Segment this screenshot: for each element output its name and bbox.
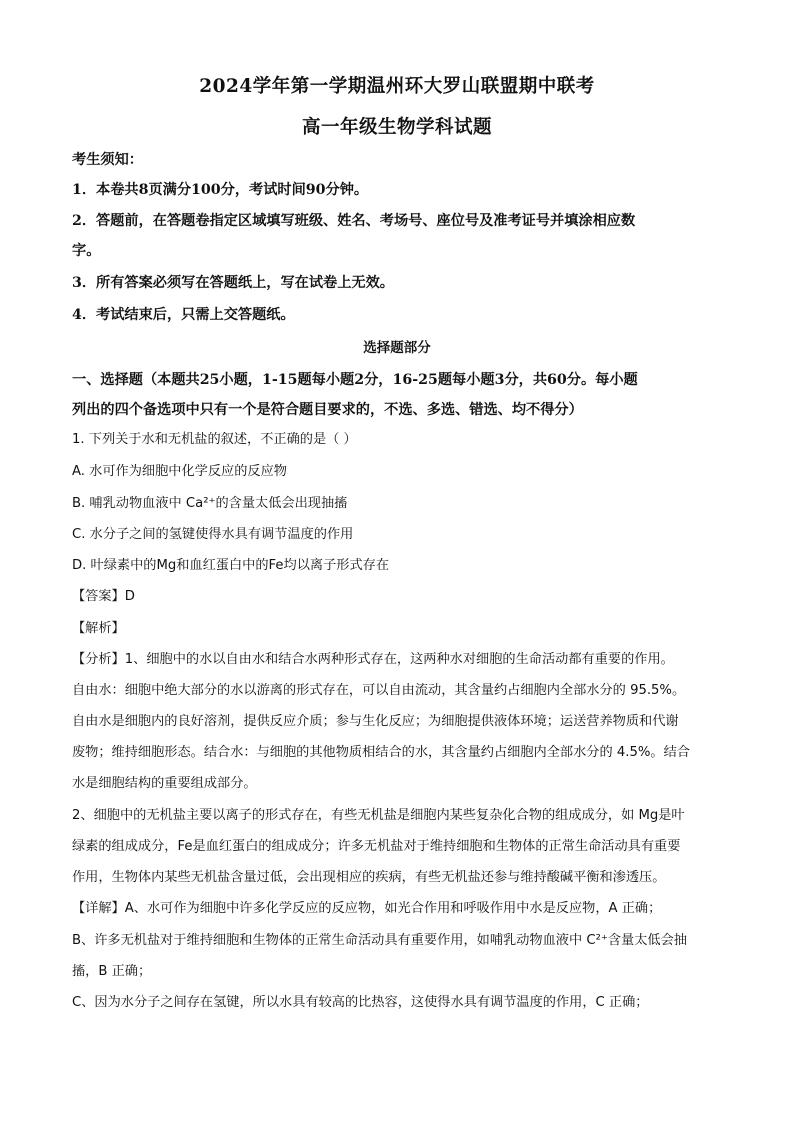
analysis-line: 自由水：细胞中绝大部分的水以游离的形式存在，可以自由流动，其含量约占细胞内全部水分的 95.5%。 bbox=[72, 683, 686, 698]
answer-value: D bbox=[124, 589, 135, 604]
question-1-stem: 1. 下列关于水和无机盐的叙述，不正确的是（ ） bbox=[72, 432, 357, 447]
notice-item-1: 1．本卷共8页满分100分，考试时间90分钟。 bbox=[72, 182, 369, 198]
detail-line: C、因为水分子之间存在氢键，所以水具有较高的比热容，这使得水具有调节温度的作用，C 正确； bbox=[72, 995, 649, 1010]
analysis-line: 自由水是细胞内的良好溶剂，提供反应介质；参与生化反应；为细胞提供液体环境；运送营养物质和代谢 bbox=[72, 714, 679, 729]
notice-heading: 考生须知： bbox=[72, 152, 143, 168]
analysis-line: 水是细胞结构的重要组成部分。 bbox=[72, 776, 257, 791]
question-1-option-d: D. 叶绿素中的Mg和血红蛋白中的Fe均以离子形式存在 bbox=[72, 558, 390, 573]
question-1-option-b: B. 哺乳动物血液中 Ca²⁺的含量太低会出现抽搐 bbox=[72, 496, 348, 511]
analysis-line: 绿素的组成成分，Fe是血红蛋白的组成成分；许多无机盐对于维持细胞和生物体的正常生命活动具有重要 bbox=[72, 839, 681, 854]
analysis-line: 废物；维持细胞形态。结合水：与细胞的其他物质相结合的水，其含量约占细胞内全部水分的 4.5%。结合 bbox=[72, 745, 690, 760]
detail-line: 搐，B 正确； bbox=[72, 964, 152, 979]
analysis-line: 2、细胞中的无机盐主要以离子的形式存在，有些无机盐是细胞内某些复杂化合物的组成成分，如 Mg是叶 bbox=[72, 808, 685, 823]
detail-line: 【详解】A、水可作为细胞中许多化学反应的反应物，如光合作用和呼吸作用中水是反应物，A 正确； bbox=[72, 901, 662, 916]
question-1-option-c: C. 水分子之间的氢键使得水具有调节温度的作用 bbox=[72, 527, 354, 542]
question-1-option-a: A. 水可作为细胞中化学反应的反应物 bbox=[72, 464, 287, 479]
notice-item-2-cont: 字。 bbox=[72, 243, 101, 259]
section-title: 选择题部分 bbox=[363, 340, 431, 356]
answer-line bbox=[72, 587, 732, 607]
section-instruction-1: 一、选择题（本题共25小题，1-15题每小题2分，16-25题每小题3分，共60分。每小题 bbox=[72, 372, 638, 388]
analysis-label: 【解析】 bbox=[72, 621, 125, 636]
answer-label: 【答案】 bbox=[72, 589, 125, 604]
notice-item-4: 4．考试结束后，只需上交答题纸。 bbox=[72, 307, 295, 323]
analysis-line: 【分析】1、细胞中的水以自由水和结合水两种形式存在，这两种水对细胞的生命活动都有重要的作用。 bbox=[72, 652, 674, 667]
exam-subtitle: 高一年级生物学科试题 bbox=[301, 117, 492, 138]
notice-item-2: 2．答题前，在答题卷指定区域填写班级、姓名、考场号、座位号及准考证号并填涂相应数 bbox=[72, 213, 636, 229]
section-instruction-2: 列出的四个备选项中只有一个是符合题目要求的，不选、多选、错选、均不得分） bbox=[72, 402, 583, 418]
exam-title: 2024学年第一学期温州环大罗山联盟期中联考 bbox=[199, 76, 595, 97]
analysis-line: 作用，生物体内某些无机盐含量过低，会出现相应的疾病，有些无机盐还参与维持酸碱平衡和渗透压。 bbox=[72, 870, 666, 885]
notice-item-3: 3．所有答案必须写在答题纸上，写在试卷上无效。 bbox=[72, 275, 394, 291]
detail-line: B、许多无机盐对于维持细胞和生物体的正常生命活动具有重要作用，如哺乳动物血液中 C²⁺含量太低会抽 bbox=[72, 933, 687, 948]
